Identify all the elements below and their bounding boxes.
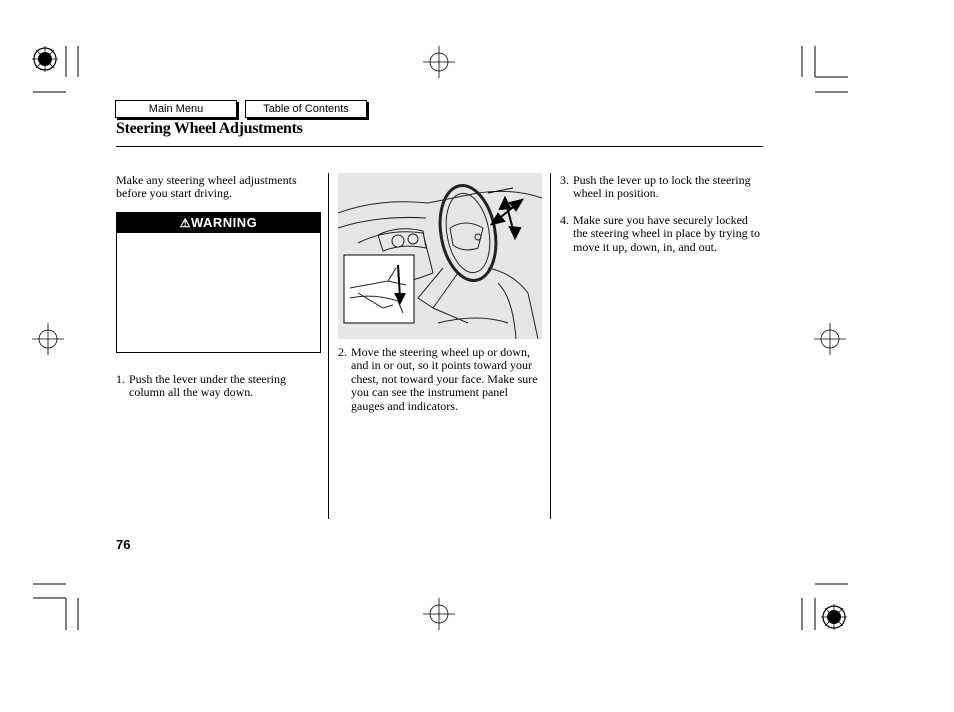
step-number: 3. bbox=[560, 173, 569, 187]
step-1 bbox=[116, 373, 322, 400]
step-4 bbox=[560, 214, 764, 254]
page-number: 76 bbox=[116, 537, 131, 552]
steering-wheel-drawing bbox=[338, 173, 542, 339]
step-number: 1. bbox=[116, 372, 125, 386]
crosshair-registration-mark-top bbox=[423, 46, 455, 78]
column-divider-1 bbox=[328, 173, 329, 519]
title-rule bbox=[116, 146, 763, 147]
crosshair-registration-mark-bottom bbox=[423, 598, 455, 630]
step-3 bbox=[560, 174, 764, 201]
color-registration-target-bottom-right bbox=[821, 604, 847, 630]
warning-header bbox=[117, 213, 320, 233]
warning-box bbox=[116, 212, 321, 353]
page-title: Steering Wheel Adjustments bbox=[116, 120, 303, 137]
step-text: Move the steering wheel up or down, and in or out, so it points toward your chest, not toward your face. Make sure you can see the instrument panel gauges and indicators. bbox=[351, 345, 538, 413]
step-text: Push the lever up to lock the steering wheel in position. bbox=[573, 173, 751, 201]
step-2 bbox=[338, 346, 542, 413]
step-number: 4. bbox=[560, 213, 569, 227]
main-menu-button[interactable]: Main Menu bbox=[115, 100, 237, 118]
warning-label: WARNING bbox=[190, 215, 258, 230]
step-number: 2. bbox=[338, 345, 347, 359]
steering-wheel-illustration bbox=[338, 173, 542, 339]
step-text: Make sure you have securely locked the steering wheel in place by trying to move it up, down, in, and out. bbox=[573, 213, 760, 254]
column-divider-2 bbox=[550, 173, 551, 519]
intro-text: Make any steering wheel adjustments before you start driving. bbox=[116, 173, 297, 201]
color-registration-target-top-left bbox=[32, 46, 58, 72]
step-text: Push the lever under the steering column all the way down. bbox=[129, 372, 286, 400]
table-of-contents-button[interactable]: Table of Contents bbox=[245, 100, 367, 118]
warning-triangle-icon: ⚠ bbox=[179, 216, 191, 230]
crosshair-registration-mark-right bbox=[814, 323, 846, 355]
crosshair-registration-mark-left bbox=[32, 323, 64, 355]
